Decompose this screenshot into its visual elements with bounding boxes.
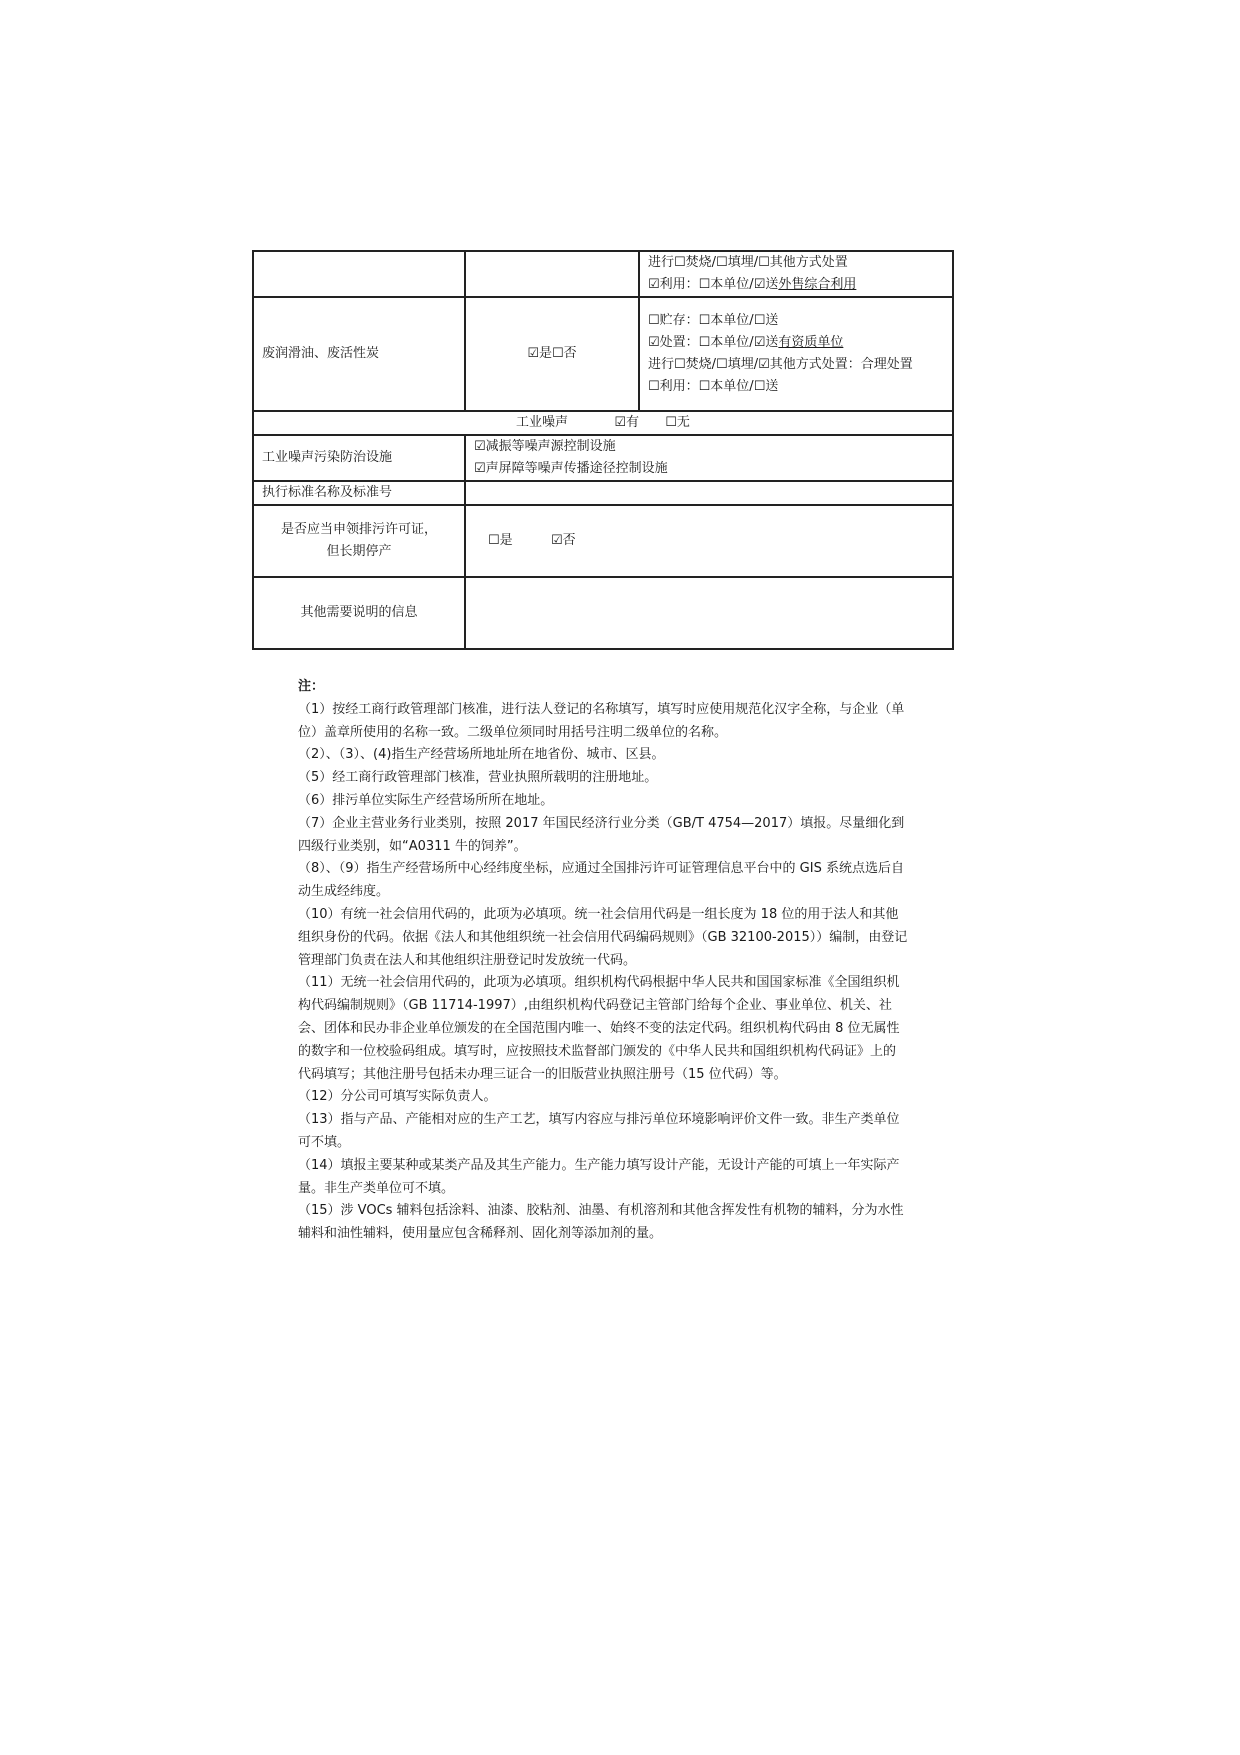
noise-facility-cell bbox=[465, 435, 953, 481]
note-item: （11）无统一社会信用代码的，此项为必填项。组织机构代码根据中华人民共和国国家标准《全国组织机构代码编制规则》（GB 11714-1997）,由组织机构代码登记主管部门给每个企业、事业单位、机关、社会、团体和民办非企业单位颁发的在全国范围内唯一、始终不变的法定代码。组织机构代码由 8 位无属性的数字和一位校验码组成。填写时，应按照技术监督部门颁发的《中华人民共和国组织机构代码证》上的代码填写；其他注册号包括未办理三证合一的旧版营业执照注册号（15 位代码）等。 bbox=[298, 975, 900, 1082]
disposal-prefix: ☑处置：☐本单位/☑送 bbox=[648, 335, 779, 350]
noise-header-cell bbox=[253, 411, 953, 435]
note-item: （1）按经工商行政管理部门核准，进行法人登记的名称填写，填写时应使用规范化汉字全称，与企业（单位）盖章所使用的名称一致。二级单位须同时用括号注明二级单位的名称。 bbox=[298, 701, 905, 740]
table-row bbox=[253, 297, 953, 411]
note-item: （15）涉 VOCs 辅料包括涂料、油漆、胶粘剂、油墨、有机溶剂和其他含挥发性有机物的辅料，分为水性辅料和油性辅料，使用量应包含稀释剂、固化剂等添加剂的量。 bbox=[298, 1203, 904, 1242]
noise-yes-checkbox: ☑有 bbox=[614, 415, 639, 430]
note-item: （8）、（9）指生产经营场所中心经纬度坐标，应通过全国排污许可证管理信息平台中的 GIS 系统点选后自动生成经纬度。 bbox=[298, 861, 904, 900]
hazardous-flag-cell: ☑是☐否 bbox=[465, 297, 639, 411]
note-item: （13）指与产品、产能相对应的生产工艺，填写内容应与排污单位环境影响评价文件一致。非生产类单位可不填。 bbox=[298, 1112, 900, 1150]
permit-yes-checkbox: ☐是 bbox=[488, 533, 513, 548]
utilization-prefix: ☑利用：☐本单位/☑送 bbox=[648, 277, 779, 292]
table-row bbox=[253, 577, 953, 649]
disposal-destination: 有资质单位 bbox=[778, 335, 844, 350]
standard-label: 执行标准名称及标准号 bbox=[253, 481, 465, 505]
table-row bbox=[253, 481, 953, 505]
other-info-value bbox=[465, 577, 953, 649]
noise-source-control: ☑减振等噪声源控制设施 bbox=[474, 439, 616, 454]
noise-path-control: ☑声屏障等噪声传播途径控制设施 bbox=[474, 461, 668, 476]
table-row bbox=[253, 411, 953, 435]
permit-label-line2: 但长期停产 bbox=[326, 544, 392, 559]
notes-section bbox=[298, 676, 908, 1246]
row1-name-cell bbox=[253, 251, 465, 297]
waste-name-cell: 废润滑油、废活性炭 bbox=[253, 297, 465, 411]
noise-label: 工业噪声 bbox=[516, 415, 569, 430]
noise-no-checkbox: ☐无 bbox=[665, 415, 690, 430]
note-item: （7）企业主营业务行业类别，按照 2017 年国民经济行业分类（GB/T 4754—2017）填报。尽量细化到四级行业类别，如“A0311 牛的饲养”。 bbox=[298, 815, 905, 854]
waste-info-table bbox=[252, 250, 954, 650]
permit-no-checkbox: ☑否 bbox=[550, 533, 576, 548]
noise-facility-label: 工业噪声污染防治设施 bbox=[253, 435, 465, 481]
row1-flag-cell bbox=[465, 251, 639, 297]
row1-method-cell bbox=[639, 251, 953, 297]
storage-line: ☐贮存：☐本单位/☐送 bbox=[648, 313, 779, 328]
table-row bbox=[253, 435, 953, 481]
disposal-line bbox=[648, 332, 944, 354]
utilization-line bbox=[648, 274, 944, 296]
disposal-method-line: 进行☐焚烧/☐填埋/☐其他方式处置 bbox=[648, 255, 848, 270]
note-item: （2）、（3）、(4)指生产经营场所地址所在地省份、城市、区县。 bbox=[298, 747, 665, 763]
utilization-destination: 外售综合利用 bbox=[778, 277, 857, 292]
permit-label-line1: 是否应当申领排污许可证， bbox=[280, 522, 437, 537]
note-item: （14）填报主要某种或某类产品及其生产能力。生产能力填写设计产能，无设计产能的可填上一年实际产量。非生产类单位可不填。 bbox=[298, 1157, 900, 1196]
table-row bbox=[253, 251, 953, 297]
table-row bbox=[253, 505, 953, 577]
note-item: （5）经工商行政管理部门核准，营业执照所载明的注册地址。 bbox=[298, 770, 658, 786]
note-item: （12）分公司可填写实际负责人。 bbox=[298, 1089, 497, 1105]
note-item: （6）排污单位实际生产经营场所所在地址。 bbox=[298, 792, 554, 808]
utilization-line: ☐利用：☐本单位/☐送 bbox=[648, 379, 779, 394]
notes-title: 注： bbox=[298, 679, 325, 694]
permit-label-cell bbox=[253, 505, 465, 577]
other-info-label: 其他需要说明的信息 bbox=[253, 577, 465, 649]
standard-value bbox=[465, 481, 953, 505]
note-item: （10）有统一社会信用代码的，此项为必填项。统一社会信用代码是一组长度为 18 位的用于法人和其他组织身份的代码。依据《法人和其他组织统一社会信用代码编码规则》（GB 32100-2015））编制，由登记管理部门负责在法人和其他组织注册登记时发放统一代码。 bbox=[298, 906, 908, 968]
disposal-method-line: 进行☐焚烧/☐填埋/☑其他方式处置：合理处置 bbox=[648, 357, 913, 372]
permit-value-cell bbox=[465, 505, 953, 577]
waste-handling-cell bbox=[639, 297, 953, 411]
